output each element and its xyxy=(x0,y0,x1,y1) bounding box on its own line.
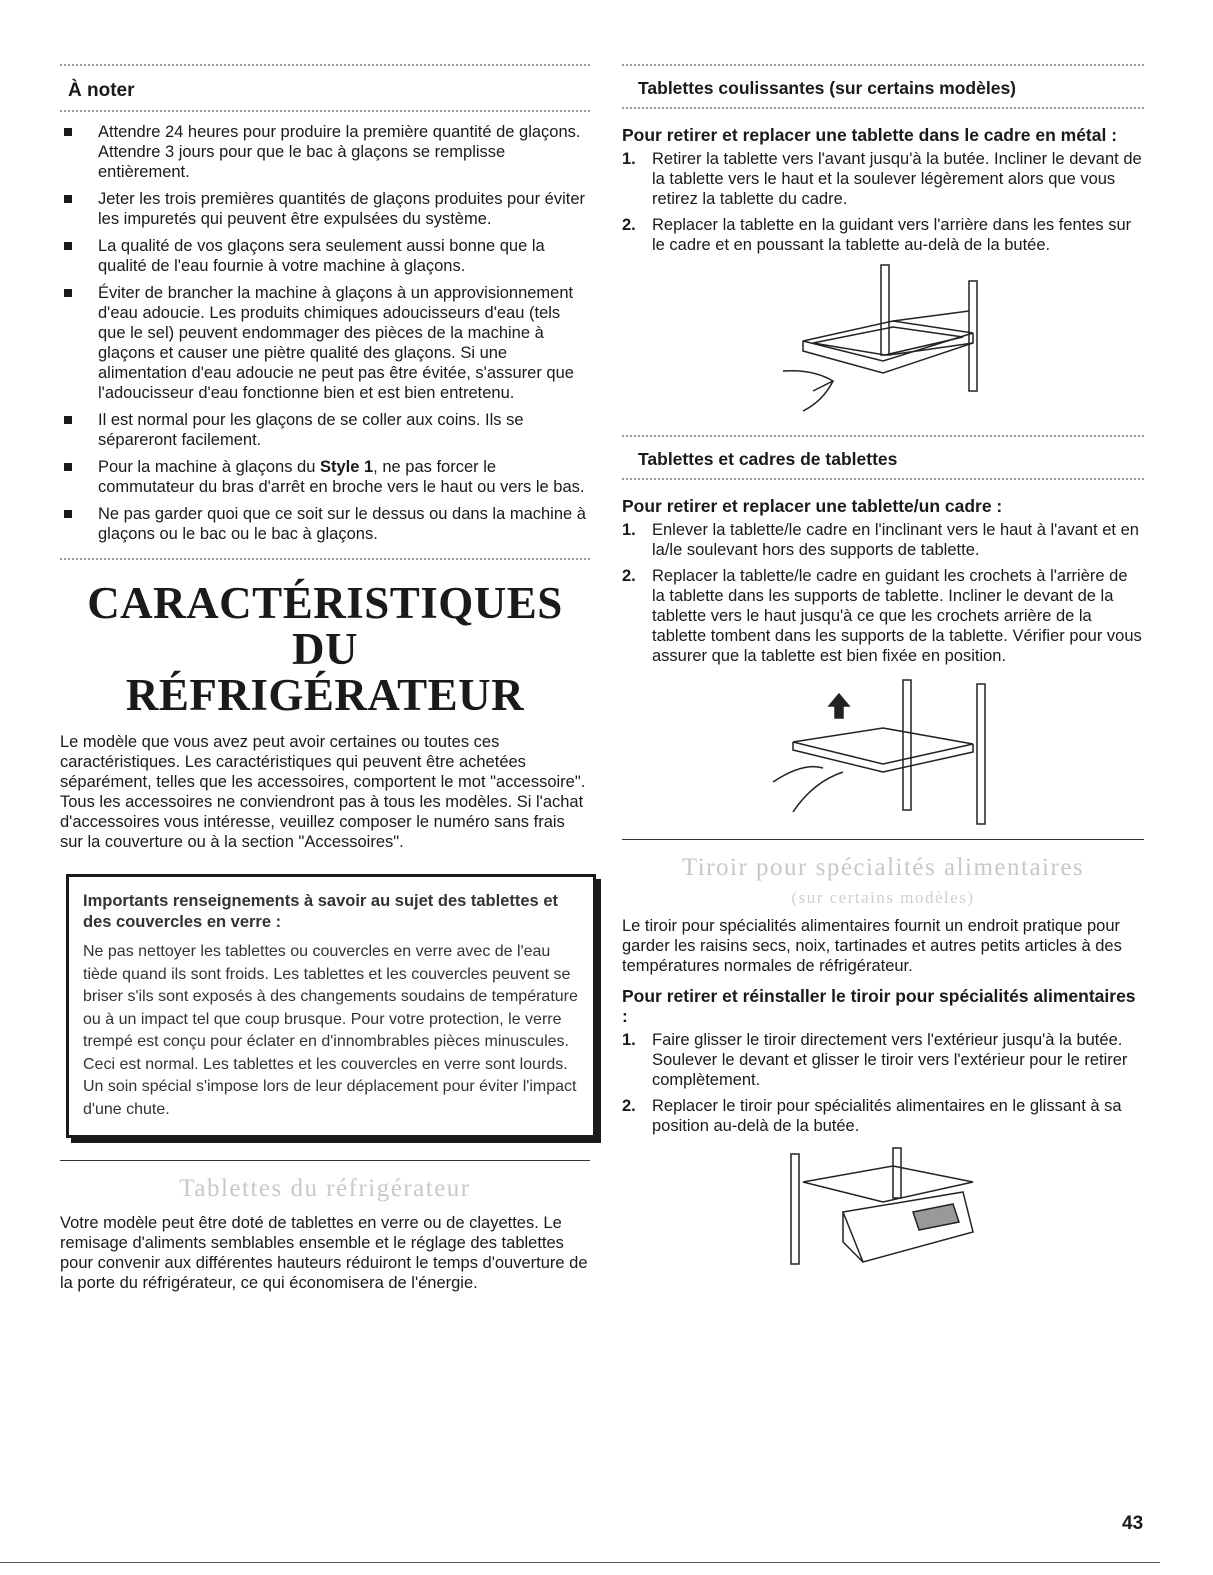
divider xyxy=(60,110,590,112)
list-item: 2. Replacer la tablette en la guidant vers l'arrière dans les fentes sur le cadre et en poussant la tablette au-delà de la butée. xyxy=(622,216,1132,254)
drawer-subheading-faded: (sur certains modèles) xyxy=(791,888,975,907)
frames-heading: Tablettes et cadres de tablettes xyxy=(638,449,898,469)
list-item: Éviter de brancher la machine à glaçons à un approvisionnement d'eau adoucie. Les produits chimiques adoucisseurs d'eau (tels que le sel) peuvent endommager des pièces de la machine à glaçons et causer une piètre qualité des glaçons. Si une alimentation d'eau adoucie ne peut pas être évitée, s'assurer que l'adoucisseur d'eau fonctionne bien et est bien entretenu. xyxy=(60,283,590,403)
list-item: 1. Retirer la tablette vers l'avant jusqu'à la butée. Incliner le devant de la tablette vers le haut et la soulever légèrement alors que vous retirez la tablette du cadre. xyxy=(622,150,1142,208)
sliding-subheading: Pour retirer et replacer une tablette dans le cadre en métal : xyxy=(622,125,1118,145)
list-item: Attendre 24 heures pour produire la première quantité de glaçons. Attendre 3 jours pour que le bac à glaçons se remplisse entièrement. xyxy=(60,122,590,182)
left-column xyxy=(60,64,590,1293)
main-title: CARACTÉRISTIQUES DU RÉFRIGÉRATEUR xyxy=(87,578,563,720)
box-text: Ne pas nettoyer les tablettes ou couvercles en verre avec de l'eau tiède quand ils sont froids. Les tablettes et les couvercles peuvent se briser s'ils sont exposés à des changements soudains de température ou à un impact tel que coup brusque. Pour votre protection, le verre trempé est conçu pour éclater en d'innombrables pièces minuscules. Ceci est normal. Les tablettes et les couvercles en verre sont lourds. Un soin spécial s'impose lors de leur déplacement pour éviter l'impact d'une chute. xyxy=(83,943,578,1118)
bullet-icon xyxy=(64,416,72,424)
list-item: Pour la machine à glaçons du Style 1, ne pas forcer le commutateur du bras d'arrêt en broche vers le haut ou vers le bas. xyxy=(60,457,590,497)
sliding-shelf-illustration xyxy=(773,261,993,431)
bullet-icon xyxy=(64,128,72,136)
shelves-paragraph: Votre modèle peut être doté de tablettes en verre ou de clayettes. Le remisage d'aliments semblables ensemble et le réglage des tablettes pour convenir aux différentes hauteurs réduiront le temps d'ouverture de la porte du réfrigérateur, ce qui économisera de l'énergie. xyxy=(60,1214,588,1292)
list-item: La qualité de vos glaçons sera seulement aussi bonne que la qualité de l'eau fournie à votre machine à glaçons. xyxy=(60,236,590,276)
list-item: Jeter les trois premières quantités de glaçons produites pour éviter les impuretés qui peuvent être expulsées du système. xyxy=(60,189,590,229)
bullet-icon xyxy=(64,463,72,471)
drawer-steps xyxy=(622,1030,1144,1136)
frames-subheading: Pour retirer et replacer une tablette/un cadre : xyxy=(622,496,1003,516)
footer-rule xyxy=(0,1562,1160,1563)
list-item: 1. Faire glisser le tiroir directement vers l'extérieur jusqu'à la butée. Soulever le devant et glisser le tiroir vers l'extérieur pour le retirer complètement. xyxy=(622,1031,1128,1089)
bullet-icon xyxy=(64,195,72,203)
drawer-intro: Le tiroir pour spécialités alimentaires fournit un endroit pratique pour garder les raisins secs, noix, tartinades et autres petits articles à des températures normales de réfrigérateur. xyxy=(622,917,1122,975)
food-drawer-illustration xyxy=(773,1142,993,1277)
list-item: 1. Enlever la tablette/le cadre en l'inclinant vers le haut à l'avant et en la/le soulevant hors des supports de tablette. xyxy=(622,521,1139,559)
drawer-heading: Tiroir pour spécialités alimentaires xyxy=(681,854,1085,881)
frames-steps xyxy=(622,520,1144,666)
list-item: Ne pas garder quoi que ce soit sur le dessus ou dans la machine à glaçons ou le bac ou le bac à glaçons. xyxy=(60,504,590,544)
sliding-steps xyxy=(622,149,1144,255)
shelf-frame-illustration xyxy=(763,672,1003,827)
divider xyxy=(60,1160,590,1161)
note-heading: À noter xyxy=(68,80,135,101)
list-item: 2. Replacer la tablette/le cadre en guidant les crochets à l'arrière de la tablette dans les supports de tablette. Incliner le devant de la tablette vers le haut jusqu'à ce que les crochets arrière de la tablette tombent dans les supports de la tablette. Vérifier pour vous assurer que la tablette est bien fixée en position. xyxy=(622,567,1142,665)
intro-paragraph: Le modèle que vous avez peut avoir certaines ou toutes ces caractéristiques. Les caractéristiques qui peuvent être achetées séparément, telles que les accessoires, comportent le mot "accessoire". Tous les accessoires ne conviendront pas à tous les modèles. Si l'achat d'accessoires vous intéresse, veuillez composer le numéro sans frais sur la couverture ou à la section "Accessoires". xyxy=(60,733,586,851)
divider xyxy=(622,478,1144,480)
bullet-icon xyxy=(64,242,72,250)
glass-warning-box xyxy=(66,874,596,1138)
drawer-subheading: Pour retirer et réinstaller le tiroir pour spécialités alimentaires : xyxy=(622,986,1136,1026)
sliding-shelves-heading: Tablettes coulissantes (sur certains modèles) xyxy=(638,78,1017,98)
bullet-icon xyxy=(64,289,72,297)
bullet-icon xyxy=(64,510,72,518)
note-list xyxy=(60,122,590,544)
list-item: Il est normal pour les glaçons de se coller aux coins. Ils se sépareront facilement. xyxy=(60,410,590,450)
shelves-heading: Tablettes du réfrigérateur xyxy=(179,1175,471,1202)
divider xyxy=(60,558,590,560)
divider xyxy=(622,839,1144,840)
page-number: 43 xyxy=(1122,1513,1144,1534)
list-item: 2. Replacer le tiroir pour spécialités alimentaires en le glissant à sa position au-delà de la butée. xyxy=(622,1097,1122,1135)
right-column xyxy=(622,64,1144,1277)
divider xyxy=(622,107,1144,109)
box-heading: Importants renseignements à savoir au sujet des tablettes et des couvercles en verre : xyxy=(83,892,558,931)
